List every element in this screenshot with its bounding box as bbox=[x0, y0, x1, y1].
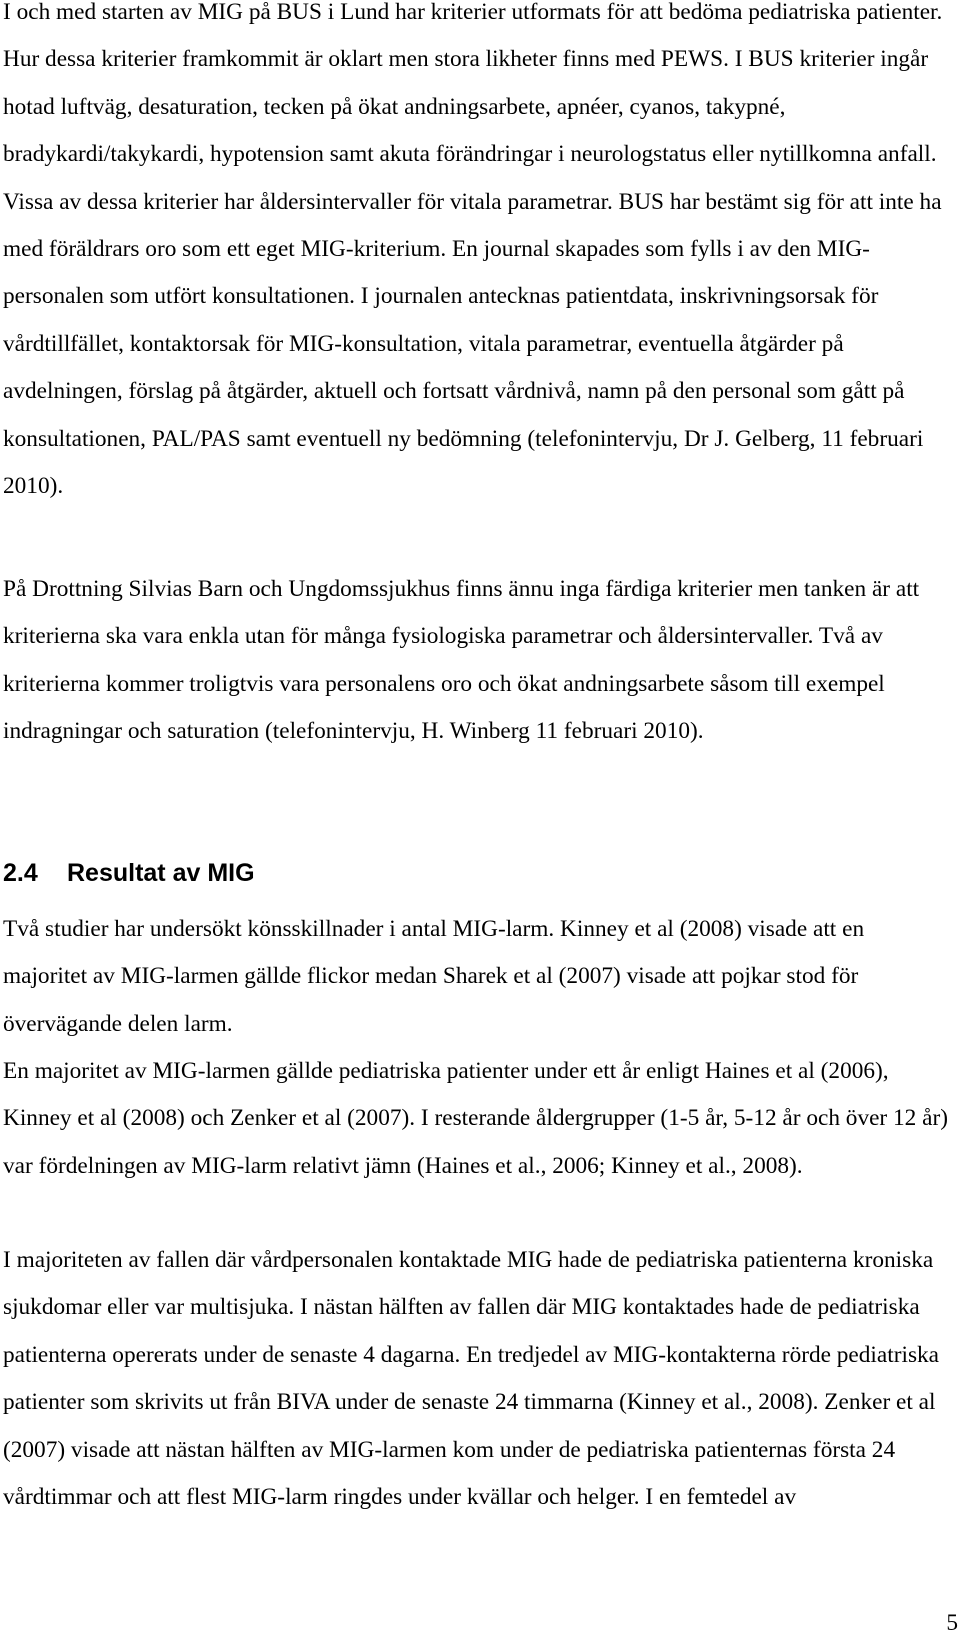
paragraph-chronic-illness: I majoriteten av fallen där vårdpersonalen kontaktade MIG hade de pediatriska patienterna kroniska sjukdomar eller var multisjuka. I nästan hälften av fallen där MIG kontaktades hade de pediatriska patienterna opererats under de senaste 4 dagarna. En tredjedel av MIG-kontakterna rörde pediatriska patienter som skrivits ut från BIVA under de senaste 24 timmarna (Kinney et al., 2008). Zenker et al (2007) visade att nästan hälften av MIG-larmen kom under de pediatriska patienternas första 24 vårdtimmar och att flest MIG-larm ringdes under kvällar och helger. I en femtedel av bbox=[3, 1247, 939, 1511]
paragraph-age-groups: En majoritet av MIG-larmen gällde pediatriska patienter under ett år enligt Haines et al (2006), Kinney et al (2008) och Zenker et al (2007). I resterande åldergrupper (1-5 år, 5-12 år och över 12 år) var fördelningen av MIG-larm relativt jämn (Haines et al., 2006; Kinney et al., 2008). bbox=[3, 1058, 948, 1179]
section-number: 2.4 bbox=[3, 859, 38, 887]
page-number: 5 bbox=[946, 1610, 958, 1636]
paragraph-gender-differences: Två studier har undersökt könsskillnader i antal MIG-larm. Kinney et al (2008) visade att en majoritet av MIG-larmen gällde flickor medan Sharek et al (2007) visade att pojkar stod för övervägande delen larm. bbox=[3, 916, 865, 1037]
paragraph-mig-bus-criteria: I och med starten av MIG på BUS i Lund har kriterier utformats för att bedöma pediatriska patienter. Hur dessa kriterier framkommit är oklart men stora likheter finns med PEWS. I BUS kriterier ingår hotad luftväg, desaturation, tecken på ökat andningsarbete, apnéer, cyanos, takypné, bradykardi/takykardi, hypotension samt akuta förändringar i neurologstatus eller nytillkomna anfall. Vissa av dessa kriterier har åldersintervaller för vitala parametrar. BUS har bestämt sig för att inte ha med föräldrars oro som ett eget MIG-kriterium. En journal skapades som fylls i av den MIG-personalen som utfört konsultationen. I journalen antecknas patientdata, inskrivningsorsak för vårdtillfället, kontaktorsak för MIG-konsultation, vitala parametrar, eventuella åtgärder på avdelningen, förslag på åtgärder, aktuell och fortsatt vårdnivå, namn på den personal som gått på konsultationen, PAL/PAS samt eventuell ny bedömning (telefonintervju, Dr J. Gelberg, 11 februari 2010). bbox=[3, 0, 943, 500]
paragraph-drottning-silvias: På Drottning Silvias Barn och Ungdomssjukhus finns ännu inga färdiga kriterier men tanken är att kriterierna ska vara enkla utan för många fysiologiska parametrar och åldersintervaller. Två av kriterierna kommer troligtvis vara personalens oro och ökat andningsarbete såsom till exempel indragningar och saturation (telefonintervju, H. Winberg 11 februari 2010). bbox=[3, 576, 920, 745]
section-title: Resultat av MIG bbox=[67, 859, 255, 887]
section-heading bbox=[3, 853, 255, 893]
